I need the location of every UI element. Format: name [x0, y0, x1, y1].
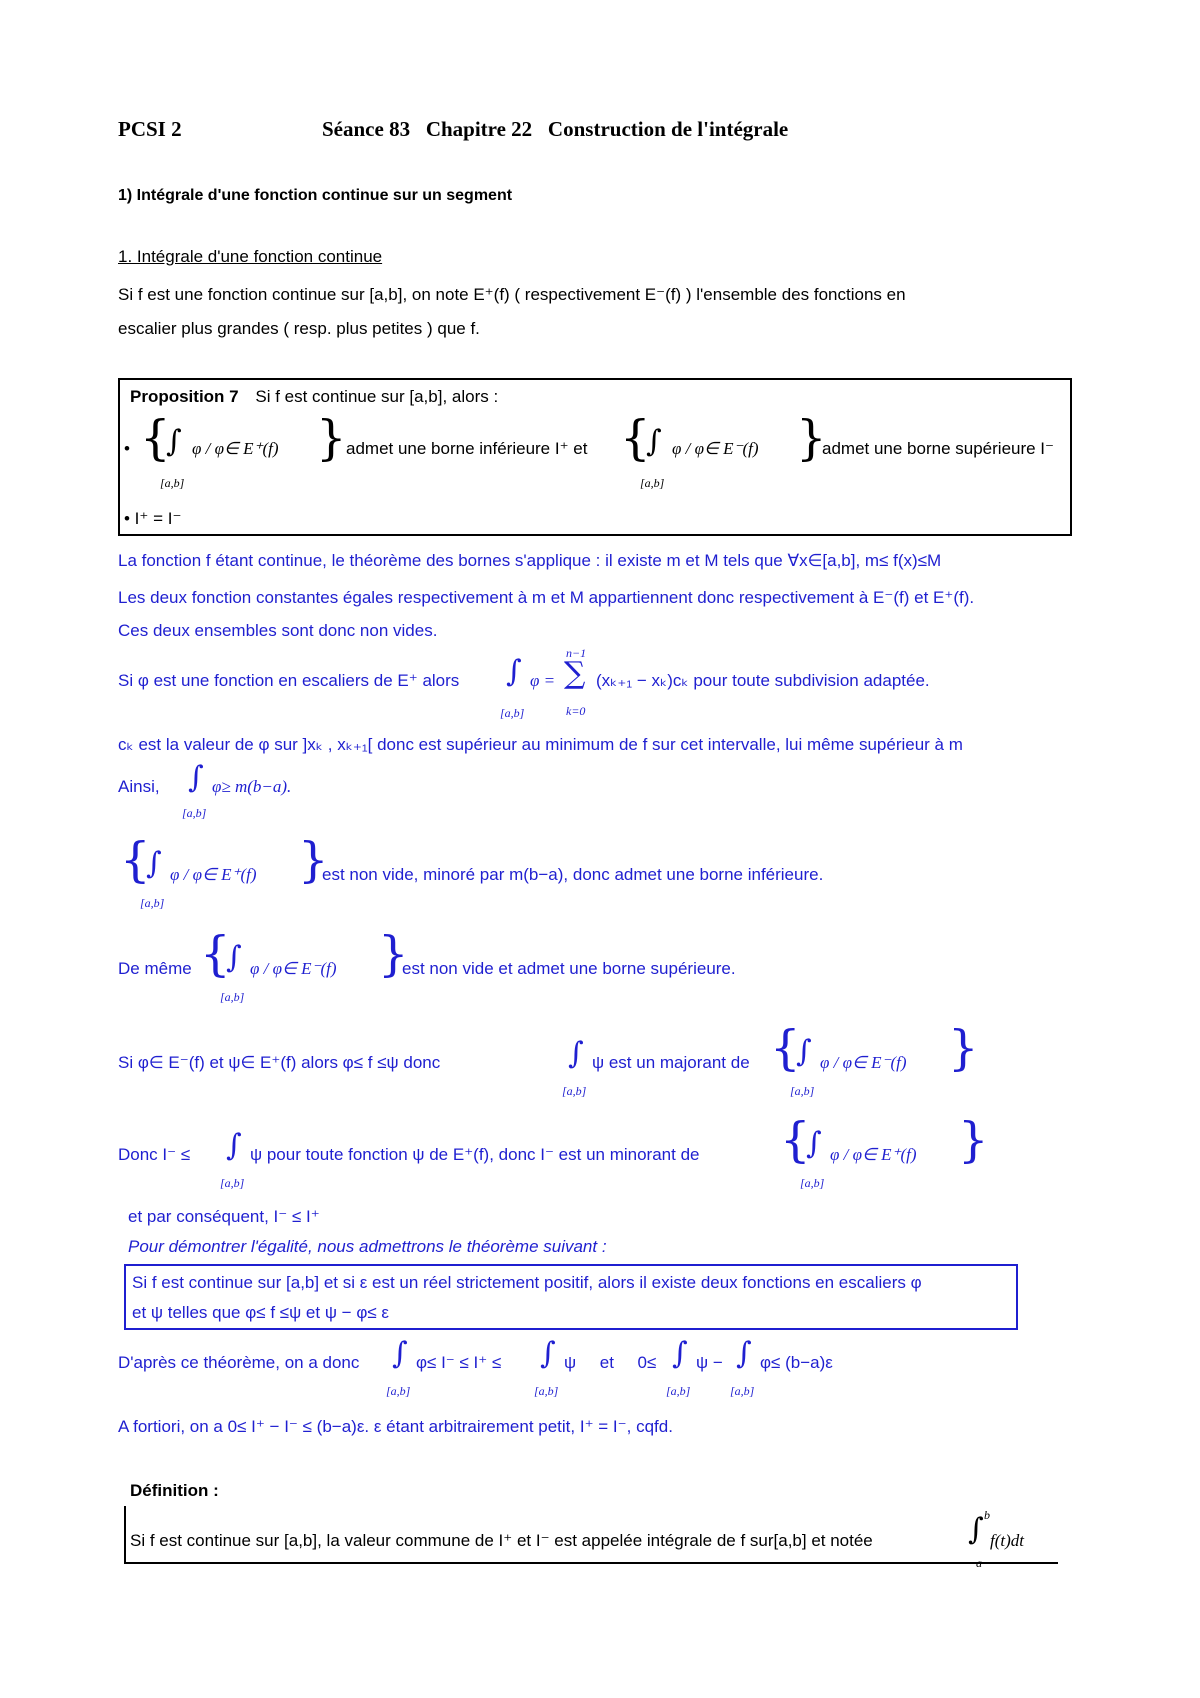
proof-line-3: Ces deux ensembles sont donc non vides.	[118, 621, 438, 640]
definition-text: Si f est continue sur [a,b], la valeur commune de I⁺ et I⁻ est appelée intégrale de f sur[a,b] et notée	[130, 1531, 873, 1550]
brace-open: {	[140, 410, 171, 466]
section-title: 1) Intégrale d'une fonction continue sur un segment	[118, 187, 513, 204]
proposition-mid: admet une borne inférieure I⁺ et	[346, 439, 588, 458]
definition-left-rule	[124, 1506, 126, 1564]
proof-line-6a: Ainsi,	[118, 777, 160, 796]
integral-symbol: ∫	[968, 1512, 984, 1547]
proof-line-1: La fonction f étant continue, le théorème des bornes s'applique : il existe m et M tels que ∀x∈[a,b], m≤ f(x)≤M	[118, 551, 942, 570]
bullet-2: • I⁺ = I⁻	[124, 509, 182, 528]
proposition-head: Si f est continue sur [a,b], alors :	[255, 387, 499, 406]
integral-symbol: ∫	[166, 424, 182, 459]
proof-line-8-set: φ / φ∈ E⁻(f)	[250, 959, 337, 978]
integral-subscript: [a,b]	[730, 1384, 755, 1398]
proof-line-7: est non vide, minoré par m(b−a), donc admet une borne inférieure.	[322, 865, 824, 884]
sum-lower: k=0	[566, 704, 586, 718]
definition-integral: f(t)dt	[990, 1531, 1024, 1550]
proposition-box	[118, 378, 1072, 536]
sum-upper: n−1	[566, 646, 587, 660]
brace-close: }	[958, 1112, 989, 1168]
integral-subscript: [a,b]	[140, 896, 165, 910]
after-line-1b: φ≤ I⁻ ≤ I⁺ ≤	[416, 1353, 502, 1372]
proof-line-11: et par conséquent, I⁻ ≤ I⁺	[128, 1207, 320, 1226]
proof-line-9-set: φ / φ∈ E⁻(f)	[820, 1053, 907, 1072]
proof-line-8a: De même	[118, 959, 192, 978]
page-title: Séance 83 Chapitre 22 Construction de l'intégrale	[322, 117, 789, 141]
bullet-1: •	[124, 439, 130, 458]
integral-symbol: ∫	[392, 1336, 408, 1371]
theorem-line-1: Si f est continue sur [a,b] et si ε est un réel strictement positif, alors il existe deux fonctions en escaliers φ	[132, 1273, 922, 1292]
integral-subscript: [a,b]	[790, 1084, 815, 1098]
integral-subscript: [a,b]	[500, 706, 525, 720]
integral-symbol: ∫	[188, 760, 204, 795]
after-line-1c: ψ et 0≤	[564, 1353, 657, 1372]
proof-line-5: cₖ est la valeur de φ sur ]xₖ , xₖ₊₁[ donc est supérieur au minimum de f sur cet intervalle, lui même supérieur à m	[118, 735, 963, 754]
brace-close: }	[298, 832, 329, 888]
proof-line-12: Pour démontrer l'égalité, nous admettrons le théorème suivant :	[128, 1237, 607, 1256]
intro-line-1: Si f est une fonction continue sur [a,b], on note E⁺(f) ( respectivement E⁻(f) ) l'ensemble des fonctions en	[118, 285, 906, 304]
proof-line-10a: Donc I⁻ ≤	[118, 1145, 191, 1164]
integral-subscript: [a,b]	[800, 1176, 825, 1190]
brace-open: {	[200, 926, 231, 982]
intro-line-2: escalier plus grandes ( resp. plus petites ) que f.	[118, 319, 480, 338]
definition-title: Définition :	[130, 1481, 219, 1500]
integral-symbol: ∫	[540, 1336, 556, 1371]
integral-subscript: [a,b]	[666, 1384, 691, 1398]
integral-subscript: [a,b]	[182, 806, 207, 820]
definition-bottom-rule	[124, 1562, 1058, 1564]
integral-subscript: [a,b]	[640, 476, 665, 490]
brace-open: {	[780, 1112, 811, 1168]
integral-symbol: ∫	[146, 846, 162, 881]
subsection-title: 1. Intégrale d'une fonction continue	[118, 247, 383, 266]
set-minus: φ / φ∈ E⁻(f)	[672, 439, 759, 458]
integral-subscript: [a,b]	[160, 476, 185, 490]
after-line-1d: ψ −	[696, 1353, 723, 1372]
proof-line-6b: φ≥ m(b−a).	[212, 777, 292, 796]
integral-symbol: ∫	[796, 1034, 812, 1069]
brace-open: {	[120, 832, 151, 888]
sum-symbol: ∑	[564, 656, 586, 691]
integral-subscript: [a,b]	[562, 1084, 587, 1098]
proposition-end: admet une borne supérieure I⁻	[822, 439, 1055, 458]
proof-line-2: Les deux fonction constantes égales respectivement à m et M appartiennent donc respectivement à E⁻(f) et E⁺(f).	[118, 588, 975, 607]
integral-upper-bound: b	[984, 1508, 990, 1522]
integral-symbol: ∫	[672, 1336, 688, 1371]
brace-close: }	[796, 410, 827, 466]
proof-line-4b: φ =	[530, 671, 556, 690]
after-line-2: A fortiori, on a 0≤ I⁺ − I⁻ ≤ (b−a)ε. ε étant arbitrairement petit, I⁺ = I⁻, cqfd.	[118, 1417, 673, 1436]
brace-close: }	[948, 1020, 979, 1076]
proof-line-9a: Si φ∈ E⁻(f) et ψ∈ E⁺(f) alors φ≤ f ≤ψ donc	[118, 1053, 441, 1072]
integral-symbol: ∫	[226, 1128, 242, 1163]
integral-symbol: ∫	[806, 1126, 822, 1161]
integral-symbol: ∫	[506, 654, 522, 689]
brace-open: {	[620, 410, 651, 466]
integral-symbol: ∫	[226, 940, 242, 975]
class-label: PCSI 2	[118, 117, 182, 141]
proposition-label: Proposition 7	[130, 387, 239, 406]
integral-lower-bound: a	[976, 1556, 982, 1570]
proof-line-4a: Si φ est une fonction en escaliers de E⁺ alors	[118, 671, 460, 690]
integral-subscript: [a,b]	[386, 1384, 411, 1398]
proof-line-7-set: φ / φ∈ E⁺(f)	[170, 865, 257, 884]
integral-symbol: ∫	[646, 424, 662, 459]
integral-symbol: ∫	[568, 1036, 584, 1071]
theorem-line-2: et ψ telles que φ≤ f ≤ψ et ψ − φ≤ ε	[132, 1303, 389, 1322]
integral-subscript: [a,b]	[220, 1176, 245, 1190]
integral-subscript: [a,b]	[534, 1384, 559, 1398]
brace-open: {	[770, 1020, 801, 1076]
theorem-box	[124, 1264, 1018, 1330]
integral-symbol: ∫	[736, 1336, 752, 1371]
after-line-1a: D'après ce théorème, on a donc	[118, 1353, 360, 1372]
integral-subscript: [a,b]	[220, 990, 245, 1004]
proof-line-10b: ψ pour toute fonction ψ de E⁺(f), donc I⁻ est un minorant de	[250, 1145, 700, 1164]
proof-line-4c: (xₖ₊₁ − xₖ)cₖ pour toute subdivision adaptée.	[596, 671, 930, 690]
proof-line-9b: ψ est un majorant de	[592, 1053, 750, 1072]
set-plus: φ / φ∈ E⁺(f)	[192, 439, 279, 458]
brace-close: }	[378, 926, 409, 982]
after-line-1e: φ≤ (b−a)ε	[760, 1353, 833, 1372]
brace-close: }	[316, 410, 347, 466]
proof-line-10-set: φ / φ∈ E⁺(f)	[830, 1145, 917, 1164]
proof-line-8: est non vide et admet une borne supérieure.	[402, 959, 736, 978]
